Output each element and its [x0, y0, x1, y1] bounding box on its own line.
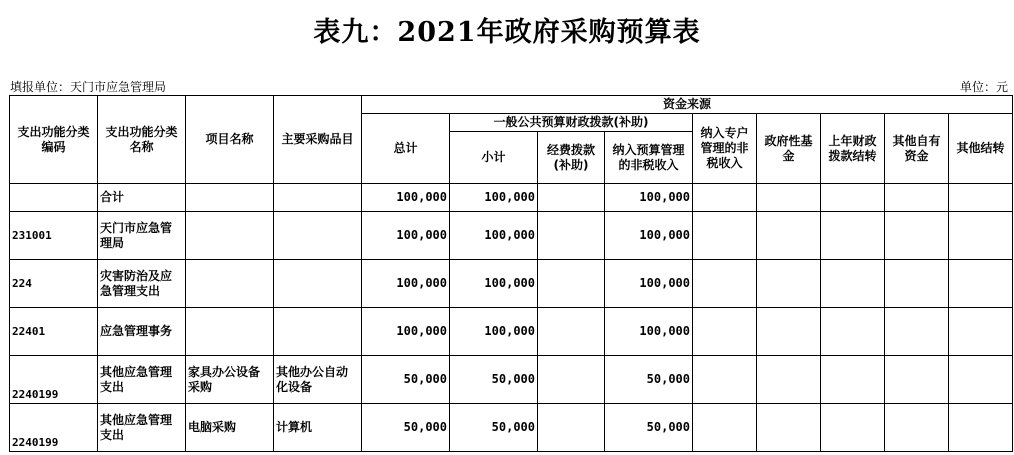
cell-subtotal: 50,000 [450, 356, 538, 404]
header-self-fund: 其他自有资金 [885, 114, 949, 184]
cell-empty [949, 356, 1013, 404]
header-other-balance: 其他结转 [949, 114, 1013, 184]
cell-subtotal: 50,000 [450, 404, 538, 452]
table-row [10, 308, 1013, 356]
cell-name: 其他应急管理支出 [98, 404, 186, 452]
cell-empty [757, 308, 821, 356]
cell-project [186, 212, 274, 260]
cell-project [186, 184, 274, 212]
cell-nontax: 100,000 [605, 308, 693, 356]
cell-empty [949, 260, 1013, 308]
table-row [10, 212, 1013, 260]
cell-nontax: 100,000 [605, 260, 693, 308]
cell-name: 其他应急管理支出 [98, 356, 186, 404]
cell-code: 22401 [10, 308, 98, 356]
currency-unit-label: 单位：元 [959, 80, 1008, 94]
cell-empty [885, 356, 949, 404]
table-row [10, 260, 1013, 308]
cell-code [10, 184, 98, 212]
cell-total: 100,000 [362, 260, 450, 308]
cell-empty [885, 184, 949, 212]
cell-name: 应急管理事务 [98, 308, 186, 356]
cell-nontax: 50,000 [605, 356, 693, 404]
cell-empty [885, 404, 949, 452]
cell-empty [693, 260, 757, 308]
cell-empty [821, 308, 885, 356]
cell-empty [693, 212, 757, 260]
header-item: 主要采购品目 [274, 96, 362, 184]
cell-empty [757, 212, 821, 260]
cell-empty [757, 260, 821, 308]
cell-item [274, 260, 362, 308]
header-prior-balance: 上年财政拨款结转 [821, 114, 885, 184]
cell-code: 224 [10, 260, 98, 308]
cell-total: 50,000 [362, 404, 450, 452]
cell-code: 2240199 [10, 404, 98, 452]
cell-project [186, 260, 274, 308]
cell-project: 家具办公设备采购 [186, 356, 274, 404]
header-gov-fund: 政府性基金 [757, 114, 821, 184]
cell-funding [538, 184, 605, 212]
cell-subtotal: 100,000 [450, 308, 538, 356]
cell-empty [949, 184, 1013, 212]
cell-empty [693, 404, 757, 452]
cell-funding [538, 260, 605, 308]
header-func-name: 支出功能分类名称 [98, 96, 186, 184]
cell-funding [538, 212, 605, 260]
cell-item [274, 184, 362, 212]
cell-empty [693, 356, 757, 404]
header-fund-source: 资金来源 [362, 96, 1013, 114]
cell-empty [885, 260, 949, 308]
cell-subtotal: 100,000 [450, 260, 538, 308]
cell-nontax: 50,000 [605, 404, 693, 452]
header-nontax: 纳入预算管理的非税收入 [605, 132, 693, 184]
cell-nontax: 100,000 [605, 212, 693, 260]
cell-empty [693, 308, 757, 356]
procurement-budget-table [9, 95, 1013, 452]
cell-code: 231001 [10, 212, 98, 260]
header-subtotal: 小计 [450, 132, 538, 184]
cell-item: 其他办公自动化设备 [274, 356, 362, 404]
cell-total: 100,000 [362, 212, 450, 260]
cell-empty [757, 184, 821, 212]
cell-name: 灾害防治及应急管理支出 [98, 260, 186, 308]
cell-empty [757, 404, 821, 452]
table-row [10, 404, 1013, 452]
cell-empty [949, 212, 1013, 260]
header-funding: 经费拨款(补助) [538, 132, 605, 184]
page-title: 表九：2021年政府采购预算表 [313, 17, 701, 48]
table-row [10, 356, 1013, 404]
cell-empty [821, 356, 885, 404]
header-general-budget: 一般公共预算财政拨款(补助) [450, 114, 693, 132]
reporting-unit-label: 填报单位：天门市应急管理局 [10, 80, 167, 94]
header-func-code: 支出功能分类编码 [10, 96, 98, 184]
cell-funding [538, 308, 605, 356]
header-special-nontax: 纳入专户管理的非税收入 [693, 114, 757, 184]
cell-empty [693, 184, 757, 212]
cell-empty [885, 308, 949, 356]
cell-project [186, 308, 274, 356]
cell-total: 100,000 [362, 308, 450, 356]
cell-funding [538, 356, 605, 404]
cell-item: 计算机 [274, 404, 362, 452]
cell-item [274, 308, 362, 356]
cell-name: 合计 [98, 184, 186, 212]
cell-empty [949, 308, 1013, 356]
header-total: 总计 [362, 114, 450, 184]
cell-total: 100,000 [362, 184, 450, 212]
cell-nontax: 100,000 [605, 184, 693, 212]
cell-empty [821, 184, 885, 212]
cell-empty [949, 404, 1013, 452]
cell-empty [885, 212, 949, 260]
cell-empty [821, 260, 885, 308]
cell-item [274, 212, 362, 260]
cell-total: 50,000 [362, 356, 450, 404]
cell-empty [821, 404, 885, 452]
header-project: 项目名称 [186, 96, 274, 184]
cell-subtotal: 100,000 [450, 184, 538, 212]
cell-subtotal: 100,000 [450, 212, 538, 260]
cell-empty [821, 212, 885, 260]
cell-code: 2240199 [10, 356, 98, 404]
cell-empty [757, 356, 821, 404]
cell-funding [538, 404, 605, 452]
cell-name: 天门市应急管理局 [98, 212, 186, 260]
cell-project: 电脑采购 [186, 404, 274, 452]
table-row [10, 184, 1013, 212]
